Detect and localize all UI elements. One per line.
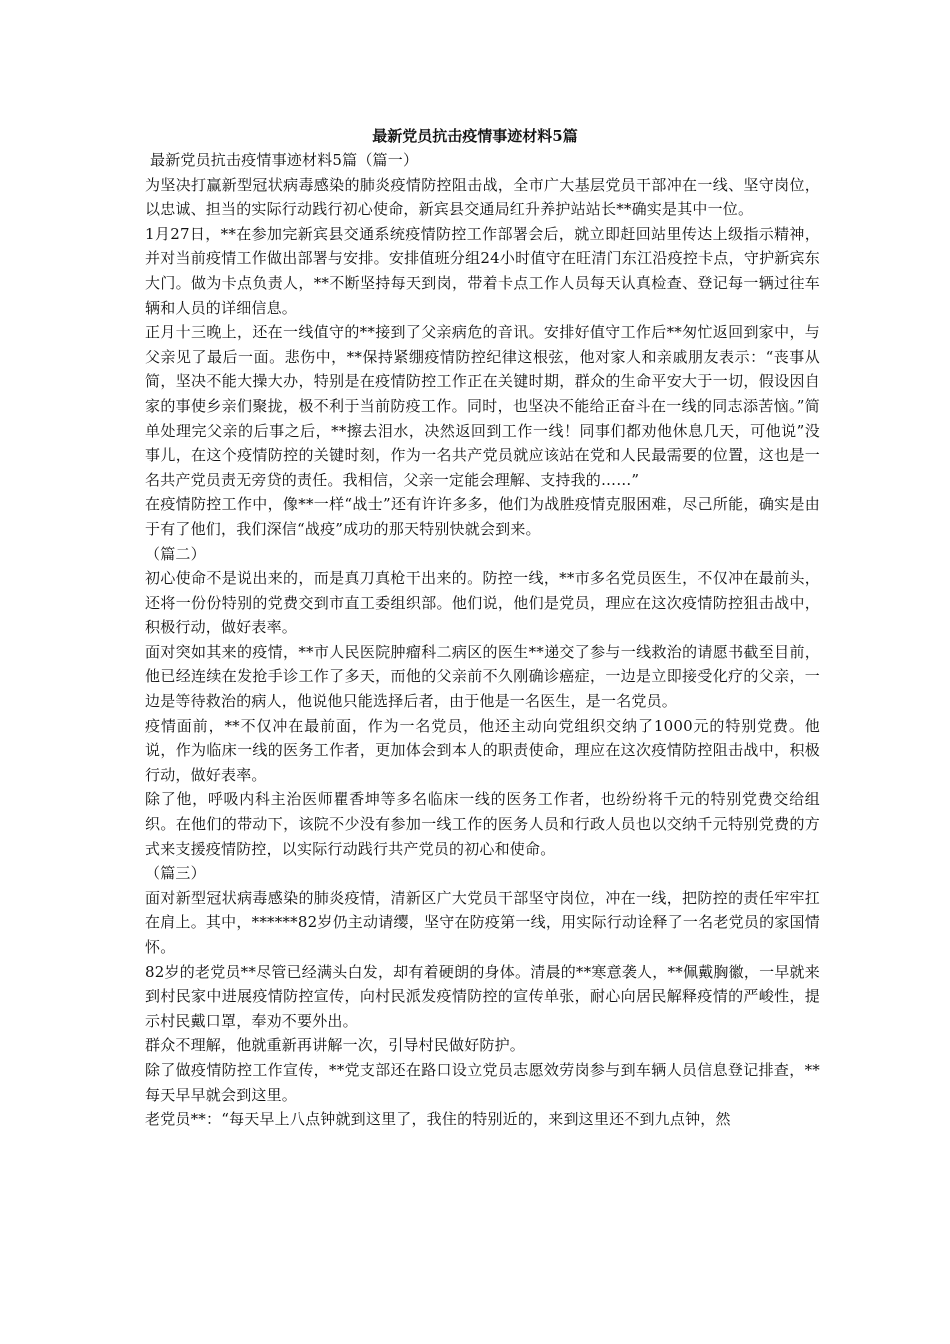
section-label: （篇二） [145,544,206,563]
paragraph: 正月十三晚上，还在一线值守的**接到了父亲病危的音讯。安排好值守工作后**匆忙返回到家中，与父亲见了最后一面。悲伤中，**保持紧绷疫情防控纪律这根弦，他对家人和亲戚朋友表示：“丧事从简，坚决不能大操大办，特别是在疫情防控工作正在关键时期，群众的生命平安大于一切，假设因自家的事使乡亲们聚拢，极不利于当前防疫工作。同时，也坚决不能给正奋斗在一线的同志添苦恼。”简单处理完父亲的后事之后，**擦去泪水，决然返回到工作一线！同事们都劝他休息几天，可他说”没事儿，在这个疫情防控的关键时刻，作为一名共产党员就应该站在党和人民最需要的位置，这也是一名共产党员责无旁贷的责任。我相信，父亲一定能会理解、支持我的……” [145,323,820,489]
paragraph: 群众不理解，他就重新再讲解一次，引导村民做好防护。 [145,1036,526,1055]
paragraph: 除了他，呼吸内科主治医师瞿香坤等多名临床一线的医务工作者，也纷纷将千元的特别党费交给组织。在他们的带动下，该院不少没有参加一线工作的医务人员和行政人员也以交纳千元特别党费的方式来支援疫情防控，以实际行动践行共产党员的初心和使命。 [145,790,820,858]
paragraph: 1月27日，**在参加完新宾县交通系统疫情防控工作部署会后，就立即赶回站里传达上级指示精神，并对当前疫情工作做出部署与安排。安排值班分组24小时值守在旺清门东江沿疫控卡点，守护新宾东大门。做为卡点负责人，**不断坚持每天到岗，带着卡点工作人员每天认真检查、登记每一辆过往车辆和人员的详细信息。 [145,224,820,317]
paragraph: 初心使命不是说出来的，而是真刀真枪干出来的。防控一线，**市多名党员医生，不仅冲在最前头，还将一份份特别的党费交到市直工委组织部。他们说，他们是党员，理应在这次疫情防控狙击战中，积极行动，做好表率。 [145,569,820,637]
paragraph: 为坚决打赢新型冠状病毒感染的肺炎疫情防控阻击战，全市广大基层党员干部冲在一线、坚守岗位，以忠诚、担当的实际行动践行初心使命，新宾县交通局红升养护站站长**确实是其中一位。 [145,175,820,219]
document-body [145,148,820,1132]
paragraph: 老党员**：“每天早上八点钟就到这里了，我住的特别近的，来到这里还不到九点钟，然 [145,1110,731,1129]
paragraph: 面对突如其来的疫情，**市人民医院肿瘤科二病区的医生**递交了参与一线救治的请愿书截至目前，他已经连续在发抢手诊工作了多天，而他的父亲前不久刚确诊癌症，一边是立即接受化疗的父亲，一边是等待救治的病人，他说他只能选择后者，由于他是一名医生，是一名党员。 [145,642,820,711]
paragraph: 疫情面前，**不仅冲在最前面，作为一名党员，他还主动向党组织交纳了1000元的特别党费。他说，作为临床一线的医务工作者，更加体会到本人的职责使命，理应在这次疫情防控阻击战中，积极行动，做好表率。 [145,716,820,784]
document-subtitle: 最新党员抗击疫情事迹材料5篇（篇一） [150,151,419,169]
section-label: （篇三） [145,864,206,883]
paragraph: 除了做疫情防控工作宣传，**党支部还在路口设立党员志愿效劳岗参与到车辆人员信息登记排查，**每天早早就会到这里。 [145,1060,820,1104]
document-title: 最新党员抗击疫情事迹材料5篇 [372,127,578,145]
paragraph: 在疫情防控工作中，像**一样“战士”还有许许多多，他们为战胜疫情克服困难，尽己所能，确实是由于有了他们，我们深信“战疫”成功的那天特别快就会到来。 [145,495,820,538]
paragraph: 82岁的老党员**尽管已经满头白发，却有着硬朗的身体。清晨的**寒意袭人，**佩戴胸徽，一早就来到村民家中进展疫情防控宣传，向村民派发疫情防控的宣传单张，耐心向居民解释疫情的严峻性，提示村民戴口罩，奉劝不要外出。 [145,962,820,1030]
paragraph: 面对新型冠状病毒感染的肺炎疫情，清新区广大党员干部坚守岗位，冲在一线，把防控的责任牢牢扛在肩上。其中，******82岁仍主动请缨，坚守在防疫第一线，用实际行动诠释了一名老党员的家国情怀。 [145,888,820,956]
